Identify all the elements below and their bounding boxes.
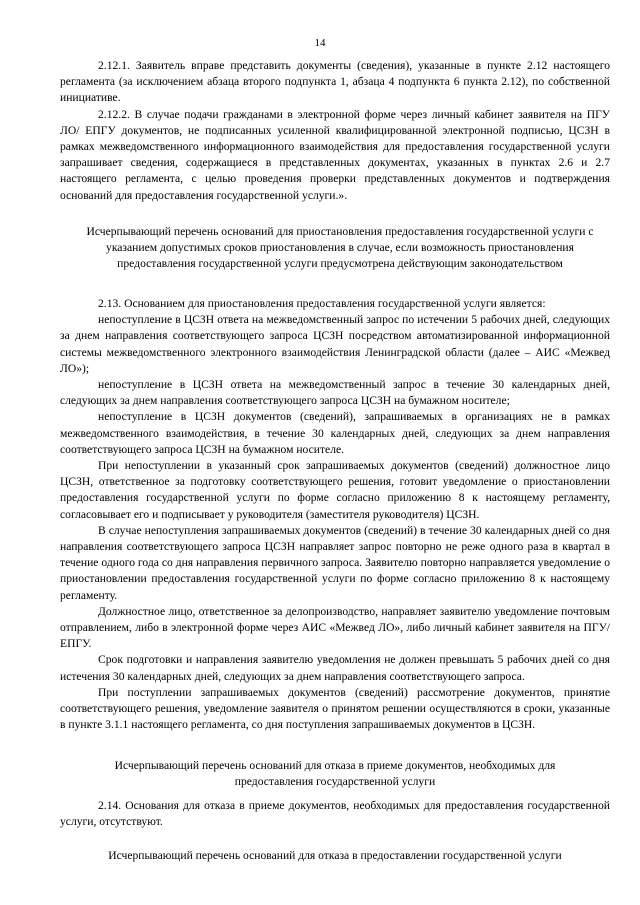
section-heading: Исчерпывающий перечень оснований для отказа в предоставлении государственной услуги [108,849,562,862]
section-2-12-continued [60,58,610,204]
paragraph-2-12-1: 2.12.1. Заявитель вправе представить документы (сведения), указанные в пункте 2.12 настоящего регламента (за исключением абзаца второго подпункта 1, абзаца 4 подпункта 6 пункта 2.12), по собственной инициативе. [60,59,610,105]
suspension-ground-2: непоступление в ЦСЗН ответа на межведомственный запрос в течение 30 календарных дней, следующих за днем направления соответствующего запроса ЦСЗН на бумажном носителе; [60,378,610,408]
section-2-13 [60,296,610,733]
suspension-ground-1: непоступление в ЦСЗН ответа на межведомственный запрос по истечении 5 рабочих дней, следующих за днем направления соответствующего запроса ЦСЗН посредством автоматизированной информационной системы межведомственного электронного взаимодействия Ленинградской области (далее – АИС «Межвед ЛО»); [60,313,610,375]
paragraph-2-13: 2.13. Основанием для приостановления предоставления государственной услуги является: [98,297,546,310]
section-2-14 [60,798,610,830]
suspension-ground-3: непоступление в ЦСЗН документов (сведений), запрашиваемых в организациях не в рамках межведомственного взаимодействия, в течение 30 календарных дней, следующих за днем направления соответствующего запроса ЦСЗН на бумажном носителе. [60,410,610,456]
section-heading: Исчерпывающий перечень оснований для приостановления предоставления государственной услуги с указанием допустимых сроков приостановления в случае, если возможность приостановления предоставления государственной услуги предусмотрена действующим законодательством [86,225,594,271]
section-heading: Исчерпывающий перечень оснований для отказа в приеме документов, необходимых для предоставления государственной услуги [114,759,556,789]
paragraph-resumption: При поступлении запрашиваемых документов (сведений) рассмотрение документов, принятие соответствующего решения, уведомление заявителя о принятом решении осуществляются в сроки, указанные в пункте 3.1.1 настоящего регламента, со дня поступления запрашиваемых документов в ЦСЗН. [60,685,610,732]
heading-refusal-service [60,848,610,864]
paragraph-notice-preparation: При непоступлении в указанный срок запрашиваемых документов (сведений) должностное лицо ЦСЗН, ответственное за подготовку соответствующего решения, готовит уведомление о приостановлении предоставления государственной услуги по форме согласно приложению 8 к настоящему регламенту, согласовывает его и подписывает у руководителя (заместителя руководителя) ЦСЗН. [60,459,610,521]
heading-suspension [80,224,600,273]
page-number: 14 [314,37,326,49]
paragraph-repeat-request: В случае непоступления запрашиваемых документов (сведений) в течение 30 календарных дней со дня направления соответствующего запроса ЦСЗН направляет запрос повторно не реже одного раза в квартал в течение одного года со дня направления первичного запроса. Заявителю повторно направляется уведомление о приостановлении предоставления государственной услуги по форме согласно приложению 8 к настоящему регламенту. [60,523,610,602]
paragraph-2-12-2: 2.12.2. В случае подачи гражданами в электронной форме через личный кабинет заявителя на ПГУ ЛО/ ЕПГУ документов, не подписанных усиленной квалифицированной электронной подписью, ЦСЗН в рамках межведомственного информационного взаимодействия для предоставления государственной услуги запрашивает сведения, содержащиеся в представленных документах, указанных в пунктах 2.6 и 2.7 настоящего регламента, с целью проведения проверки представленных документов и подтверждения оснований для предоставления государственной услуги.». [60,107,610,202]
paragraph-notice-deadline: Срок подготовки и направления заявителю уведомления не должен превышать 5 рабочих дней со дня истечения 30 календарных дней, следующих за днем направления соответствующего запроса. [60,653,610,683]
paragraph-2-14: 2.14. Основания для отказа в приеме документов, необходимых для предоставления государственной услуги, отсутствуют. [60,799,610,829]
paragraph-notice-delivery: Должностное лицо, ответственное за делопроизводство, направляет заявителю уведомление почтовым отправлением, либо в электронной форме через АИС «Межвед ЛО», либо личный кабинет заявителя на ПГУ/ ЕПГУ. [60,604,610,651]
heading-refusal-docs [90,758,580,790]
